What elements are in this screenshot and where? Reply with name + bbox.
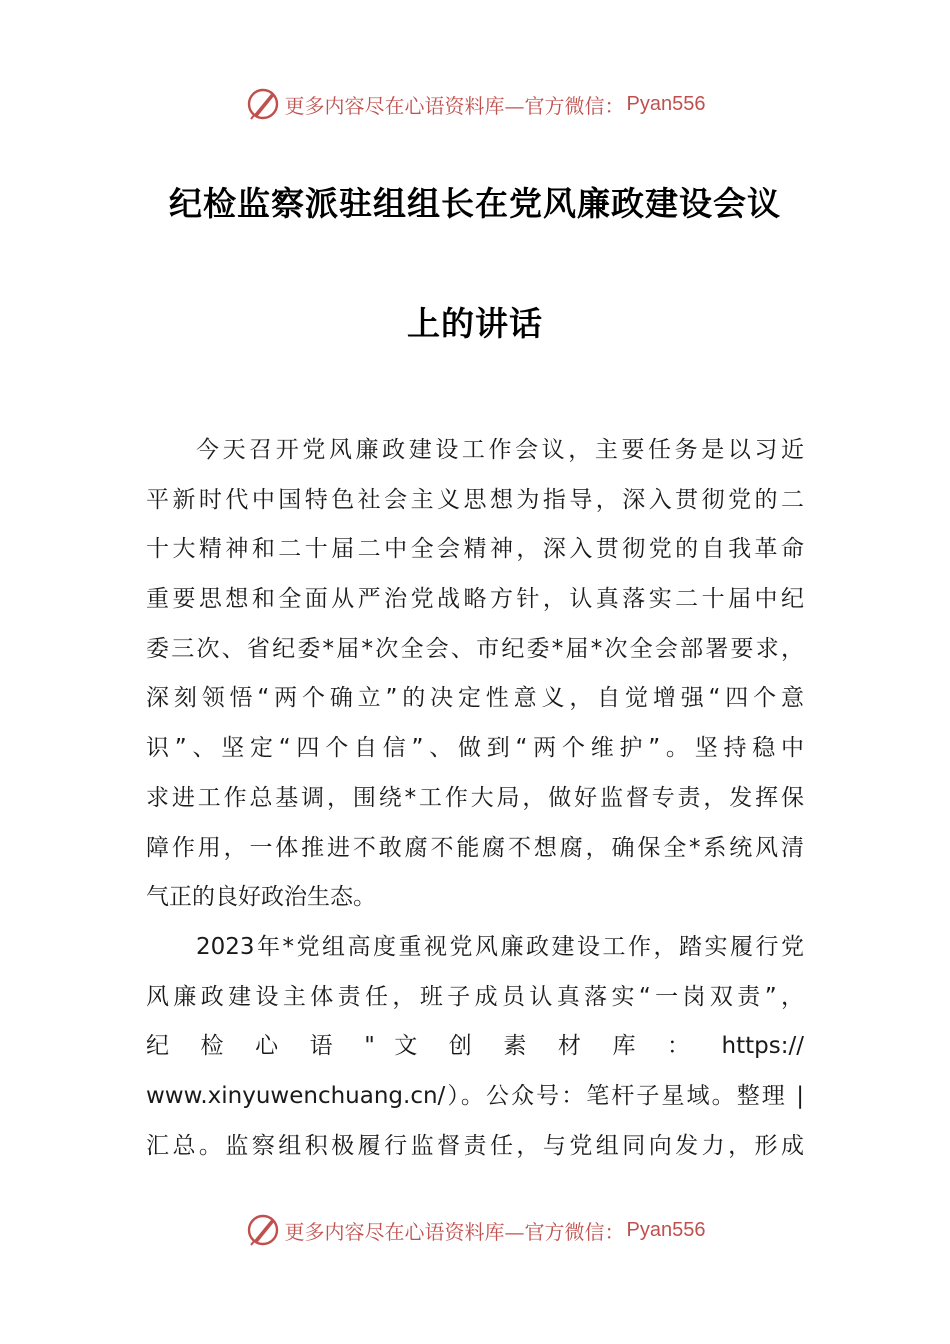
body-line: 委三次、省纪委*届*次全会、市纪委*届*次全会部署要求， [146,635,804,662]
banner-wechat-id: Pyan556 [626,1218,706,1241]
body-line: 气正的良好政治生态。 [146,884,376,911]
quill-logo-icon [245,1212,281,1248]
footer-banner [0,1208,950,1252]
banner-text: 更多内容尽在心语资料库—官方微信： [284,1219,625,1244]
body-line: 今天召开党风廉政建设工作会议，主要任务是以习近 [196,437,804,463]
body-line: 纪 检 心 语 " 文 创 素 材 库 ： https:// [146,1033,804,1060]
banner-wechat-id: Pyan556 [626,92,706,115]
body-line: 识”、坚定“四个自信”、做到“两个维护”。坚持稳中 [146,735,804,762]
document-body [146,426,804,1171]
header-banner [0,82,950,126]
body-line: 风廉政建设主体责任，班子成员认真落实“一岗双责”， [146,983,804,1010]
body-line: 平新时代中国特色社会主义思想为指导，深入贯彻党的二 [146,486,804,513]
body-line: 求进工作总基调，围绕*工作大局，做好监督专责，发挥保 [146,784,804,811]
banner-text: 更多内容尽在心语资料库—官方微信： [284,93,625,118]
body-line: 深刻领悟“两个确立”的决定性意义，自觉增强“四个意 [146,685,804,712]
body-line: 重要思想和全面从严治党战略方针，认真落实二十届中纪 [146,586,804,613]
body-line: 十大精神和二十届二中全会精神，深入贯彻党的自我革命 [146,536,804,563]
document-title-line-2: 上的讲话 [407,304,543,343]
body-line: 障作用，一体推进不敢腐不能腐不想腐，确保全*系统风清 [146,834,804,861]
document-title-line-1: 纪检监察派驻组组长在党风廉政建设会议 [169,184,781,223]
body-line: www.xinyuwenchuang.cn/）。公众号：笔杆子星域。整理 | [146,1082,804,1109]
quill-logo-icon [245,86,281,122]
body-line: 汇总。监察组积极履行监督责任，与党组同向发力，形成 [146,1132,804,1159]
body-line: 2023年*党组高度重视党风廉政建设工作，踏实履行党 [196,933,804,960]
